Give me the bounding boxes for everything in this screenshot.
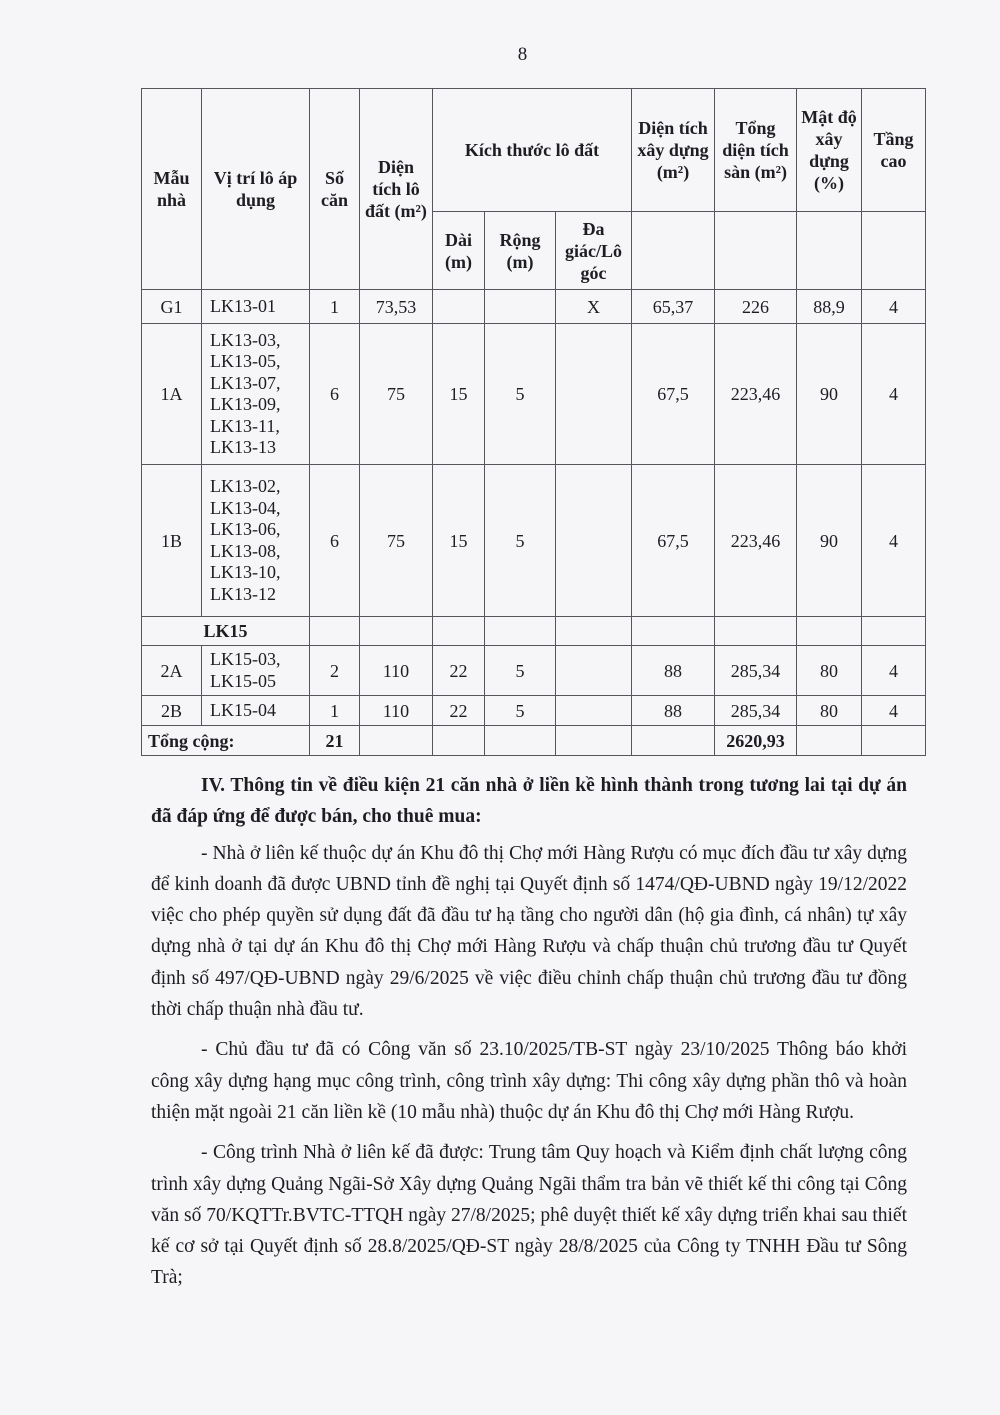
mat-do-cell: 88,9 [797,290,862,324]
location-code: LK13-07, [210,372,281,393]
table-row [142,324,926,465]
dien-tich-cell: 73,53 [360,290,433,324]
location-code: LK13-06, [210,519,281,539]
so-can-cell: 6 [310,465,360,617]
dai-cell: 15 [433,324,485,465]
tong-san-cell: 223,46 [715,324,797,465]
tong-san-cell: 285,34 [715,646,797,696]
location-code: LK13-03, [210,329,281,350]
da-giac-cell: X [556,290,632,324]
location-code: LK13-09, [210,394,281,414]
so-can-cell: 6 [310,324,360,465]
location-code: LK13-05, [210,351,281,371]
total-tong-san: 2620,93 [715,726,797,756]
vi-tri-cell [202,646,310,696]
header-dai: Dài (m) [433,212,485,290]
mau-nha-cell: G1 [142,290,202,324]
rong-cell: 5 [485,465,556,617]
total-row [142,726,926,756]
location-code: LK13-08, [210,540,281,561]
dt-xay-dung-cell: 88 [632,696,715,726]
dt-xay-dung-cell: 67,5 [632,324,715,465]
housing-spec-table [141,88,926,756]
dt-xay-dung-cell: 67,5 [632,465,715,617]
paragraph-2: - Chủ đầu tư đã có Công văn số 23.10/2025/TB-ST ngày 23/10/2025 Thông báo khởi công xây dựng hạng mục công trình, công trình xây dựng: Thi công xây dựng phần thô và hoàn thiện mặt ngoài 21 căn liền kề (10 mẫu nhà) thuộc dự án Khu đô thị Chợ mới Hàng Rượu. [151,1039,907,1123]
mau-nha-cell: 1B [142,465,202,617]
dien-tich-cell: 75 [360,324,433,465]
group-label: LK15 [142,617,310,646]
header-tang-cao: Tầng cao [862,89,926,212]
location-code: LK13-10, [210,562,281,582]
rong-cell [485,290,556,324]
dai-cell: 15 [433,465,485,617]
location-code: LK15-05 [210,670,276,691]
mau-nha-cell: 2A [142,646,202,696]
group-row-lk15 [142,617,926,646]
location-code: LK13-04, [210,497,281,518]
da-giac-cell [556,696,632,726]
da-giac-cell [556,646,632,696]
mau-nha-cell: 2B [142,696,202,726]
location-code: LK15-03, [210,649,281,669]
header-rong: Rộng (m) [485,212,556,290]
rong-cell: 5 [485,646,556,696]
tang-cao-cell: 4 [862,646,926,696]
so-can-cell: 1 [310,290,360,324]
paragraph-1: - Nhà ở liên kế thuộc dự án Khu đô thị Chợ mới Hàng Rượu có mục đích đầu tư xây dựng để kinh doanh đã được UBND tỉnh đề nghị tại Quyết định số 1474/QĐ-UBND ngày 19/12/2022 việc cho phép quyền sử dụng đất đã đầu tư hạ tầng cho người dân (hộ gia đình, cá nhân) tự xây dựng nhà ở tại dự án Khu đô thị Chợ mới Hàng Rượu và chấp thuận chủ trương đầu tư Quyết định số 497/QĐ-UBND ngày 29/6/2025 về việc điều chỉnh chấp thuận chủ trương đầu tư đồng thời chấp thuận nhà đầu tư. [151,842,907,1021]
mat-do-cell: 80 [797,646,862,696]
paragraph-3: - Công trình Nhà ở liên kế đã được: Trung tâm Quy hoạch và Kiểm định chất lượng công trình xây dựng Quảng Ngãi-Sở Xây dựng Quảng Ngãi thẩm tra bản vẽ thiết kế thi công tại Công văn số 70/KQTTr.BVTC-TTQH ngày 27/8/2025; phê duyệt thiết kế xây dựng triển khai sau thiết kế cơ sở tại Quyết định số 28.8/2025/QĐ-ST ngày 28/8/2025 của Công ty TNHH Đầu tư Sông Trà; [151,1142,907,1289]
mat-do-cell: 80 [797,696,862,726]
section-iv [151,770,907,1294]
header-vi-tri: Vị trí lô áp dụng [202,89,310,290]
dt-xay-dung-cell: 88 [632,646,715,696]
mat-do-cell: 90 [797,465,862,617]
da-giac-cell [556,324,632,465]
tong-san-cell: 223,46 [715,465,797,617]
tang-cao-cell: 4 [862,324,926,465]
tang-cao-cell: 4 [862,696,926,726]
rong-cell: 5 [485,696,556,726]
da-giac-cell [556,465,632,617]
dai-cell [433,290,485,324]
table-row [142,465,926,617]
header-da-giac: Đa giác/Lô góc [556,212,632,290]
tang-cao-cell: 4 [862,465,926,617]
header-tong-dien-tich-san: Tổng diện tích sàn (m²) [715,89,797,212]
dai-cell: 22 [433,646,485,696]
vi-tri-cell [202,696,310,726]
table-row [142,646,926,696]
dien-tich-cell: 75 [360,465,433,617]
tang-cao-cell: 4 [862,290,926,324]
location-code: LK13-12 [210,583,276,604]
section-heading: IV. Thông tin về điều kiện 21 căn nhà ở liền kề hình thành trong tương lai tại dự án đã đáp ứng để được bán, cho thuê mua: [151,775,907,828]
vi-tri-cell [202,465,310,617]
location-code: LK13-11, [210,415,280,436]
table-row [142,290,926,324]
mat-do-cell: 90 [797,324,862,465]
location-code: LK15-04 [210,699,276,720]
total-so-can: 21 [310,726,360,756]
header-dien-tich-lo-dat: Diện tích lô đất (m²) [360,89,433,290]
tong-san-cell: 226 [715,290,797,324]
dt-xay-dung-cell: 65,37 [632,290,715,324]
dai-cell: 22 [433,696,485,726]
header-kich-thuoc: Kích thước lô đất [433,89,632,212]
location-code: LK13-02, [210,476,281,496]
total-label: Tổng cộng: [142,726,310,756]
mau-nha-cell: 1A [142,324,202,465]
location-code: LK13-13 [210,437,276,457]
vi-tri-cell [202,290,310,324]
header-mat-do: Mật độ xây dựng (%) [797,89,862,212]
location-code: LK13-01 [210,295,276,316]
table-row [142,696,926,726]
header-dien-tich-xay-dung: Diện tích xây dựng (m²) [632,89,715,212]
header-mau-nha: Mẫu nhà [142,89,202,290]
dien-tich-cell: 110 [360,646,433,696]
rong-cell: 5 [485,324,556,465]
header-so-can: Số căn [310,89,360,290]
so-can-cell: 2 [310,646,360,696]
page-number: 8 [517,44,528,65]
vi-tri-cell [202,324,310,465]
so-can-cell: 1 [310,696,360,726]
dien-tich-cell: 110 [360,696,433,726]
tong-san-cell: 285,34 [715,696,797,726]
